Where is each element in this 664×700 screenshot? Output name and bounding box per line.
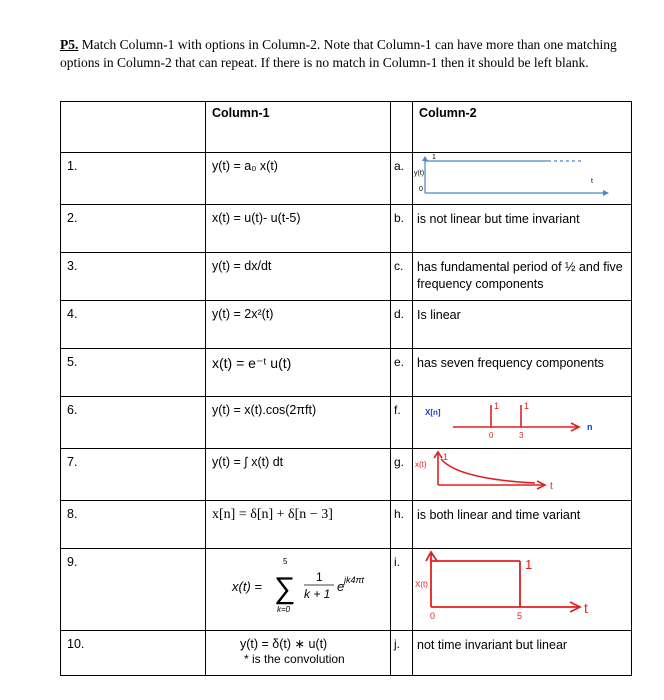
column-1-item: x(t) = e⁻ᵗ u(t) [206, 349, 391, 397]
option-letter: j. [391, 631, 413, 676]
option-text: has seven frequency components [413, 349, 632, 397]
column-1-item: y(t) = dx/dt [206, 253, 391, 301]
option-graph-i [413, 549, 632, 631]
column-1-item: x(t) = u(t)- u(t-5) [206, 205, 391, 253]
graph-i-level: 1 [525, 557, 533, 572]
graph-a-y-arrow [422, 156, 428, 161]
graph-i-tick-0: 0 [430, 611, 436, 621]
graph-g-curve [441, 459, 535, 483]
header-column-1: Column-1 [206, 102, 391, 153]
row-number: 6. [61, 397, 206, 449]
graph-i-xlabel: t [584, 600, 588, 616]
table-row [61, 349, 632, 397]
graph-i-tick-5: 5 [517, 611, 523, 621]
graph-f-label-1: 1 [494, 401, 500, 411]
row-number: 9. [61, 549, 206, 631]
graph-a-ylabel: y(t) [414, 170, 425, 177]
table-row [61, 501, 632, 549]
graph-a-x-arrow [603, 190, 609, 196]
graph-a-origin: 0 [419, 186, 423, 193]
sum-upper: 5 [283, 557, 288, 566]
sum-formula [206, 549, 391, 625]
option-letter: g. [391, 449, 413, 501]
row-number: 1. [61, 153, 206, 205]
option-letter: a. [391, 153, 413, 205]
row-number: 2. [61, 205, 206, 253]
option-letter: d. [391, 301, 413, 349]
header-blank-2 [391, 102, 413, 153]
option-text: is both linear and time variant [413, 501, 632, 549]
graph-g-xlabel: t [550, 481, 553, 492]
table-row [61, 253, 632, 301]
graph-g-peak: 1 [443, 452, 449, 462]
option-letter: h. [391, 501, 413, 549]
graph-f-discrete-impulses [413, 397, 618, 443]
sum-numerator: 1 [316, 570, 323, 584]
graph-g-ylabel: x(t) [415, 460, 427, 469]
option-graph-g [413, 449, 632, 501]
sum-denominator: k + 1 [304, 587, 331, 601]
sum-exp-base: e [337, 579, 345, 594]
table-row [61, 549, 632, 631]
option-text: is not linear but time invariant [413, 205, 632, 253]
column-1-item [206, 549, 391, 631]
option-letter: f. [391, 397, 413, 449]
table-row [61, 449, 632, 501]
sum-lhs: x(t) = [232, 579, 262, 594]
header-blank [61, 102, 206, 153]
convolution-eq: y(t) = δ(t) ∗ u(t) [240, 637, 328, 651]
sum-sigma: ∑ [274, 572, 296, 605]
row-number: 3. [61, 253, 206, 301]
table-row [61, 153, 632, 205]
header-column-2: Column-2 [413, 102, 632, 153]
option-graph-f [413, 397, 632, 449]
graph-a-peak: 1 [432, 154, 436, 161]
graph-f-label-2: 1 [524, 401, 530, 411]
column-1-item [206, 631, 391, 676]
graph-f-tick-3: 3 [519, 431, 524, 440]
column-1-item: y(t) = a₀ x(t) [206, 153, 391, 205]
column-1-item: y(t) = 2x²(t) [206, 301, 391, 349]
row-number: 4. [61, 301, 206, 349]
graph-f-xlabel: n [587, 422, 593, 432]
table-row [61, 205, 632, 253]
option-letter: b. [391, 205, 413, 253]
table-row [61, 397, 632, 449]
option-text: has fundamental period of ½ and five frequency components [413, 253, 632, 301]
option-text: not time invariant but linear [413, 631, 632, 676]
sum-exponent: jk4πt [344, 575, 365, 585]
column-1-item: y(t) = x(t).cos(2πft) [206, 397, 391, 449]
graph-f-tick-0: 0 [489, 431, 494, 440]
graph-g-exponential-decay [413, 449, 618, 495]
graph-f-ylabel: X[n] [425, 408, 441, 417]
row-number: 5. [61, 349, 206, 397]
convolution-note: * is the convolution [244, 652, 345, 666]
row-number: 8. [61, 501, 206, 549]
graph-i-rectangular-pulse [413, 549, 618, 625]
matching-table [60, 101, 632, 676]
option-graph-a [413, 153, 632, 205]
option-letter: c. [391, 253, 413, 301]
problem-text: Match Column-1 with options in Column-2. Note that Column-1 can have more than one matching options in Column-2 that can repeat. If there is no match in Column-1 then it should be left blank. [60, 37, 617, 70]
column-1-item: y(t) = ∫ x(t) dt [206, 449, 391, 501]
option-letter: e. [391, 349, 413, 397]
sum-lower: k=0 [277, 605, 291, 614]
column-1-item: x[n] = δ[n] + δ[n − 3] [206, 501, 391, 549]
graph-a-unit-step [413, 153, 618, 199]
table-row [61, 631, 632, 676]
graph-a-xlabel: t [591, 178, 593, 185]
graph-i-ylabel: X(t) [415, 580, 428, 589]
row-number: 7. [61, 449, 206, 501]
problem-statement [60, 36, 620, 72]
option-letter: i. [391, 549, 413, 631]
table-row [61, 301, 632, 349]
problem-number: P5. [60, 37, 79, 52]
option-text: Is linear [413, 301, 632, 349]
row-number: 10. [61, 631, 206, 676]
